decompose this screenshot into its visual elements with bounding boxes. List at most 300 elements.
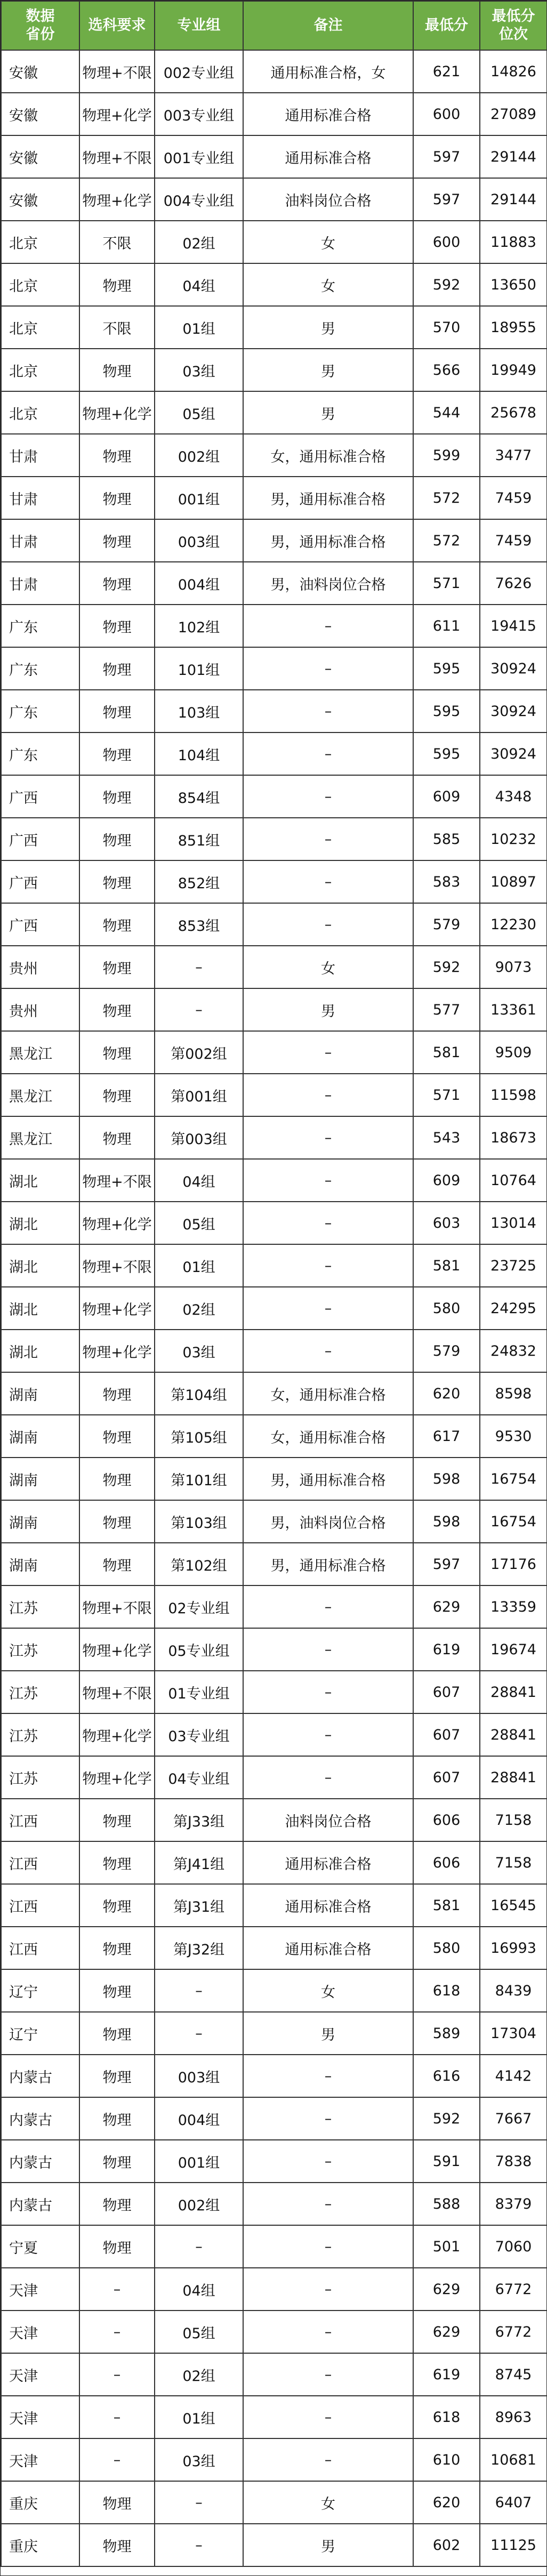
cell-rank: 10681 — [480, 2438, 547, 2481]
cell-rank: 8379 — [480, 2183, 547, 2225]
cell-group: 004组 — [155, 2097, 243, 2140]
cell-note: – — [243, 2311, 413, 2353]
cell-province: 内蒙古 — [1, 2183, 79, 2225]
cell-min-score: 597 — [413, 135, 480, 178]
cell-province: 湖北 — [1, 1159, 79, 1202]
cell-subject: 物理+不限 — [79, 135, 155, 178]
cell-min-score: 602 — [413, 2524, 480, 2566]
table-row — [1, 1159, 547, 1202]
cell-rank: 30924 — [480, 690, 547, 732]
cell-subject: 物理 — [79, 2524, 155, 2566]
table-row — [1, 1500, 547, 1543]
table-row — [1, 2481, 547, 2524]
cell-subject: 物理 — [79, 1969, 155, 2012]
cell-province: 江苏 — [1, 1585, 79, 1628]
cell-note: – — [243, 2396, 413, 2438]
table-body — [1, 50, 547, 2566]
cell-min-score: 599 — [413, 434, 480, 477]
cell-note: – — [243, 2140, 413, 2183]
cell-note: – — [243, 605, 413, 647]
cell-subject: 物理 — [79, 605, 155, 647]
cell-province: 北京 — [1, 221, 79, 263]
cell-min-score: 579 — [413, 903, 480, 946]
cell-subject: 物理 — [79, 2012, 155, 2055]
table-row — [1, 349, 547, 391]
cell-group: 01专业组 — [155, 1671, 243, 1713]
table-row — [1, 2055, 547, 2097]
table-row — [1, 605, 547, 647]
cell-rank: 13650 — [480, 263, 547, 306]
table-row — [1, 1884, 547, 1927]
cell-note: 女，通用标准合格 — [243, 1415, 413, 1458]
cell-province: 江西 — [1, 1841, 79, 1884]
cell-min-score: 581 — [413, 1884, 480, 1927]
cell-rank: 28841 — [480, 1756, 547, 1799]
cell-note: – — [243, 775, 413, 818]
cell-note: – — [243, 818, 413, 860]
cell-rank: 4142 — [480, 2055, 547, 2097]
cell-subject: 物理 — [79, 2183, 155, 2225]
cell-rank: 10764 — [480, 1159, 547, 1202]
cell-rank: 13359 — [480, 1585, 547, 1628]
cell-rank: 19674 — [480, 1628, 547, 1671]
cell-group: 002组 — [155, 2183, 243, 2225]
cell-group: 第003组 — [155, 1116, 243, 1159]
table-row — [1, 1799, 547, 1841]
table-row — [1, 2268, 547, 2311]
cell-province: 天津 — [1, 2353, 79, 2396]
cell-group: 101组 — [155, 647, 243, 690]
cell-subject: – — [79, 2438, 155, 2481]
cell-subject: 物理 — [79, 903, 155, 946]
cell-subject: 物理+化学 — [79, 93, 155, 135]
cell-rank: 28841 — [480, 1713, 547, 1756]
cell-group: 05组 — [155, 391, 243, 434]
cell-note: – — [243, 2097, 413, 2140]
cell-min-score: 629 — [413, 2268, 480, 2311]
cell-subject: 物理 — [79, 2140, 155, 2183]
cell-rank: 6407 — [480, 2481, 547, 2524]
cell-subject: 不限 — [79, 306, 155, 349]
cell-province: 安徽 — [1, 93, 79, 135]
cell-group: 第104组 — [155, 1372, 243, 1415]
cell-subject: 物理+化学 — [79, 1287, 155, 1330]
cell-province: 辽宁 — [1, 2012, 79, 2055]
cell-group: 第J32组 — [155, 1927, 243, 1969]
cell-subject: 物理 — [79, 1841, 155, 1884]
cell-min-score: 600 — [413, 221, 480, 263]
cell-note: 通用标准合格，女 — [243, 50, 413, 93]
cell-min-score: 603 — [413, 1202, 480, 1244]
table-row — [1, 1543, 547, 1585]
cell-note: 男 — [243, 988, 413, 1031]
cell-group: 003组 — [155, 2055, 243, 2097]
cell-min-score: 592 — [413, 263, 480, 306]
cell-group: – — [155, 2524, 243, 2566]
cell-province: 甘肃 — [1, 434, 79, 477]
cell-province: 广东 — [1, 732, 79, 775]
cell-rank: 10232 — [480, 818, 547, 860]
cell-province: 江苏 — [1, 1713, 79, 1756]
table-row — [1, 562, 547, 605]
cell-subject: 物理+不限 — [79, 1671, 155, 1713]
cell-note: – — [243, 647, 413, 690]
table-row — [1, 1713, 547, 1756]
table-row — [1, 1458, 547, 1500]
table-row — [1, 434, 547, 477]
cell-rank: 9509 — [480, 1031, 547, 1074]
cell-subject: 物理 — [79, 647, 155, 690]
cell-note: – — [243, 903, 413, 946]
cell-group: 003组 — [155, 519, 243, 562]
cell-province: 贵州 — [1, 946, 79, 988]
cell-rank: 7060 — [480, 2225, 547, 2268]
cell-rank: 7158 — [480, 1799, 547, 1841]
cell-province: 重庆 — [1, 2481, 79, 2524]
cell-province: 广东 — [1, 605, 79, 647]
score-table — [1, 1, 547, 2567]
cell-rank: 8439 — [480, 1969, 547, 2012]
cell-subject: 物理 — [79, 818, 155, 860]
cell-min-score: 598 — [413, 1500, 480, 1543]
cell-province: 天津 — [1, 2438, 79, 2481]
cell-rank: 12230 — [480, 903, 547, 946]
cell-subject: – — [79, 2353, 155, 2396]
cell-min-score: 610 — [413, 2438, 480, 2481]
table-row — [1, 1244, 547, 1287]
cell-province: 安徽 — [1, 135, 79, 178]
cell-subject: 物理 — [79, 732, 155, 775]
cell-subject: 物理 — [79, 2481, 155, 2524]
table-row — [1, 647, 547, 690]
cell-province: 北京 — [1, 391, 79, 434]
cell-province: 天津 — [1, 2396, 79, 2438]
cell-rank: 3477 — [480, 434, 547, 477]
cell-province: 内蒙古 — [1, 2055, 79, 2097]
cell-province: 广西 — [1, 775, 79, 818]
cell-subject: 物理 — [79, 860, 155, 903]
cell-rank: 7667 — [480, 2097, 547, 2140]
cell-min-score: 618 — [413, 2396, 480, 2438]
cell-min-score: 598 — [413, 1458, 480, 1500]
table-row — [1, 50, 547, 93]
cell-rank: 24832 — [480, 1330, 547, 1372]
cell-rank: 27089 — [480, 93, 547, 135]
cell-province: 辽宁 — [1, 1969, 79, 2012]
cell-rank: 18673 — [480, 1116, 547, 1159]
table-row — [1, 860, 547, 903]
cell-min-score: 571 — [413, 562, 480, 605]
cell-rank: 29144 — [480, 178, 547, 221]
cell-rank: 16754 — [480, 1500, 547, 1543]
cell-province: 江西 — [1, 1799, 79, 1841]
cell-province: 北京 — [1, 263, 79, 306]
cell-min-score: 629 — [413, 2311, 480, 2353]
cell-subject: 物理 — [79, 988, 155, 1031]
cell-subject: 物理 — [79, 263, 155, 306]
cell-rank: 6772 — [480, 2268, 547, 2311]
cell-note: – — [243, 2225, 413, 2268]
cell-min-score: 607 — [413, 1713, 480, 1756]
cell-note: 男，油料岗位合格 — [243, 562, 413, 605]
table-row — [1, 1927, 547, 1969]
cell-group: 004专业组 — [155, 178, 243, 221]
cell-province: 黑龙江 — [1, 1031, 79, 1074]
cell-province: 湖北 — [1, 1202, 79, 1244]
cell-min-score: 629 — [413, 1585, 480, 1628]
cell-group: 01组 — [155, 2396, 243, 2438]
cell-group: 04组 — [155, 1159, 243, 1202]
header-subject: 选科要求 — [79, 1, 155, 50]
cell-province: 广西 — [1, 860, 79, 903]
cell-group: 02组 — [155, 221, 243, 263]
cell-rank: 13014 — [480, 1202, 547, 1244]
cell-subject: 物理+化学 — [79, 178, 155, 221]
cell-subject: 物理 — [79, 434, 155, 477]
table-row — [1, 135, 547, 178]
cell-province: 甘肃 — [1, 519, 79, 562]
cell-note: 男，通用标准合格 — [243, 1458, 413, 1500]
cell-subject: 物理+化学 — [79, 1756, 155, 1799]
table-row — [1, 690, 547, 732]
cell-group: 04组 — [155, 263, 243, 306]
cell-province: 湖北 — [1, 1244, 79, 1287]
table-row — [1, 732, 547, 775]
cell-group: – — [155, 2481, 243, 2524]
cell-subject: – — [79, 2311, 155, 2353]
cell-min-score: 580 — [413, 1287, 480, 1330]
cell-note: 通用标准合格 — [243, 1884, 413, 1927]
cell-min-score: 543 — [413, 1116, 480, 1159]
cell-province: 重庆 — [1, 2524, 79, 2566]
cell-group: 05组 — [155, 2311, 243, 2353]
table-row — [1, 306, 547, 349]
cell-min-score: 501 — [413, 2225, 480, 2268]
cell-province: 内蒙古 — [1, 2140, 79, 2183]
cell-min-score: 592 — [413, 2097, 480, 2140]
table-row — [1, 2183, 547, 2225]
cell-note: 男 — [243, 306, 413, 349]
cell-note: 通用标准合格 — [243, 135, 413, 178]
cell-subject: 物理+化学 — [79, 1202, 155, 1244]
cell-note: 油料岗位合格 — [243, 178, 413, 221]
cell-note: 男，通用标准合格 — [243, 519, 413, 562]
cell-rank: 30924 — [480, 732, 547, 775]
cell-province: 黑龙江 — [1, 1074, 79, 1116]
cell-province: 内蒙古 — [1, 2097, 79, 2140]
table-row — [1, 1330, 547, 1372]
cell-note: 女 — [243, 1969, 413, 2012]
cell-group: 001专业组 — [155, 135, 243, 178]
cell-rank: 14826 — [480, 50, 547, 93]
cell-min-score: 611 — [413, 605, 480, 647]
cell-rank: 17176 — [480, 1543, 547, 1585]
cell-note: 油料岗位合格 — [243, 1799, 413, 1841]
cell-subject: 物理+不限 — [79, 50, 155, 93]
cell-subject: 物理 — [79, 1500, 155, 1543]
cell-min-score: 595 — [413, 647, 480, 690]
cell-group: 03专业组 — [155, 1713, 243, 1756]
cell-group: 001组 — [155, 2140, 243, 2183]
table-row — [1, 221, 547, 263]
header-province — [1, 1, 79, 50]
cell-group: 第103组 — [155, 1500, 243, 1543]
cell-rank: 6772 — [480, 2311, 547, 2353]
cell-min-score: 597 — [413, 1543, 480, 1585]
cell-min-score: 609 — [413, 1159, 480, 1202]
cell-group: 853组 — [155, 903, 243, 946]
cell-rank: 16754 — [480, 1458, 547, 1500]
cell-subject: 物理+化学 — [79, 1628, 155, 1671]
cell-note: 男 — [243, 2524, 413, 2566]
cell-note: 男 — [243, 391, 413, 434]
cell-subject: 物理 — [79, 519, 155, 562]
cell-group: 02组 — [155, 1287, 243, 1330]
table-row — [1, 1287, 547, 1330]
cell-group: 第102组 — [155, 1543, 243, 1585]
table-row — [1, 2311, 547, 2353]
table-row — [1, 178, 547, 221]
cell-subject: 物理+化学 — [79, 1713, 155, 1756]
table-row — [1, 2225, 547, 2268]
table-row — [1, 2097, 547, 2140]
header-group: 专业组 — [155, 1, 243, 50]
cell-note: 男，通用标准合格 — [243, 477, 413, 519]
cell-province: 北京 — [1, 349, 79, 391]
cell-rank: 9073 — [480, 946, 547, 988]
cell-subject: 物理 — [79, 349, 155, 391]
cell-group: 04专业组 — [155, 1756, 243, 1799]
cell-note: – — [243, 2438, 413, 2481]
cell-group: 第105组 — [155, 1415, 243, 1458]
table-row — [1, 818, 547, 860]
cell-subject: 物理 — [79, 1543, 155, 1585]
header-province-line2: 省份 — [26, 26, 55, 43]
cell-province: 宁夏 — [1, 2225, 79, 2268]
cell-min-score: 607 — [413, 1671, 480, 1713]
cell-note: – — [243, 2353, 413, 2396]
cell-min-score: 572 — [413, 477, 480, 519]
cell-province: 湖南 — [1, 1500, 79, 1543]
cell-note: 男 — [243, 349, 413, 391]
cell-province: 湖北 — [1, 1330, 79, 1372]
cell-province: 甘肃 — [1, 562, 79, 605]
cell-note: 通用标准合格 — [243, 93, 413, 135]
cell-rank: 11883 — [480, 221, 547, 263]
cell-province: 湖南 — [1, 1415, 79, 1458]
cell-note: – — [243, 732, 413, 775]
cell-rank: 7626 — [480, 562, 547, 605]
cell-note: – — [243, 2268, 413, 2311]
cell-group: 第001组 — [155, 1074, 243, 1116]
cell-note: 男 — [243, 2012, 413, 2055]
cell-province: 安徽 — [1, 178, 79, 221]
cell-min-score: 580 — [413, 1927, 480, 1969]
table-row — [1, 2438, 547, 2481]
table-row — [1, 1415, 547, 1458]
cell-note: 女 — [243, 221, 413, 263]
cell-min-score: 607 — [413, 1756, 480, 1799]
cell-note: – — [243, 1159, 413, 1202]
cell-group: 第J41组 — [155, 1841, 243, 1884]
table-row — [1, 519, 547, 562]
cell-subject: – — [79, 2396, 155, 2438]
cell-group: 002专业组 — [155, 50, 243, 93]
cell-min-score: 618 — [413, 1969, 480, 2012]
cell-province: 广西 — [1, 903, 79, 946]
cell-min-score: 619 — [413, 2353, 480, 2396]
header-rank-line2: 位次 — [499, 26, 528, 43]
cell-group: 第J33组 — [155, 1799, 243, 1841]
cell-group: – — [155, 2225, 243, 2268]
cell-group: 05组 — [155, 1202, 243, 1244]
cell-rank: 7838 — [480, 2140, 547, 2183]
cell-subject: 物理 — [79, 477, 155, 519]
cell-rank: 8598 — [480, 1372, 547, 1415]
cell-province: 湖南 — [1, 1372, 79, 1415]
cell-group: 002组 — [155, 434, 243, 477]
table-row — [1, 903, 547, 946]
header-province-line1: 数据 — [26, 8, 55, 25]
table-row — [1, 2012, 547, 2055]
cell-min-score: 577 — [413, 988, 480, 1031]
cell-rank: 28841 — [480, 1671, 547, 1713]
cell-subject: 物理 — [79, 2055, 155, 2097]
cell-province: 湖南 — [1, 1543, 79, 1585]
cell-rank: 7459 — [480, 519, 547, 562]
cell-min-score: 571 — [413, 1074, 480, 1116]
cell-group: – — [155, 1969, 243, 2012]
table-row — [1, 1628, 547, 1671]
cell-rank: 18955 — [480, 306, 547, 349]
cell-subject: 物理 — [79, 1074, 155, 1116]
cell-subject: 物理 — [79, 2097, 155, 2140]
cell-rank: 17304 — [480, 2012, 547, 2055]
header-rank-line1: 最低分 — [492, 8, 535, 25]
cell-province: 天津 — [1, 2311, 79, 2353]
cell-note: – — [243, 1330, 413, 1372]
cell-subject: 物理 — [79, 1415, 155, 1458]
cell-min-score: 619 — [413, 1628, 480, 1671]
cell-min-score: 621 — [413, 50, 480, 93]
cell-subject: 物理 — [79, 1372, 155, 1415]
cell-province: 江苏 — [1, 1671, 79, 1713]
cell-note: – — [243, 1074, 413, 1116]
header-row — [1, 1, 547, 50]
cell-min-score: 581 — [413, 1244, 480, 1287]
cell-province: 江西 — [1, 1884, 79, 1927]
cell-min-score: 617 — [413, 1415, 480, 1458]
cell-min-score: 585 — [413, 818, 480, 860]
cell-province: 北京 — [1, 306, 79, 349]
cell-group: – — [155, 988, 243, 1031]
cell-rank: 19415 — [480, 605, 547, 647]
cell-note: – — [243, 1031, 413, 1074]
cell-group: 03组 — [155, 349, 243, 391]
cell-min-score: 595 — [413, 732, 480, 775]
cell-note: – — [243, 690, 413, 732]
cell-rank: 24295 — [480, 1287, 547, 1330]
cell-group: 02专业组 — [155, 1585, 243, 1628]
cell-min-score: 583 — [413, 860, 480, 903]
cell-min-score: 595 — [413, 690, 480, 732]
cell-group: 01组 — [155, 1244, 243, 1287]
cell-note: – — [243, 1671, 413, 1713]
cell-note: 通用标准合格 — [243, 1927, 413, 1969]
cell-note: – — [243, 2055, 413, 2097]
cell-group: 851组 — [155, 818, 243, 860]
cell-subject: 物理+不限 — [79, 1585, 155, 1628]
